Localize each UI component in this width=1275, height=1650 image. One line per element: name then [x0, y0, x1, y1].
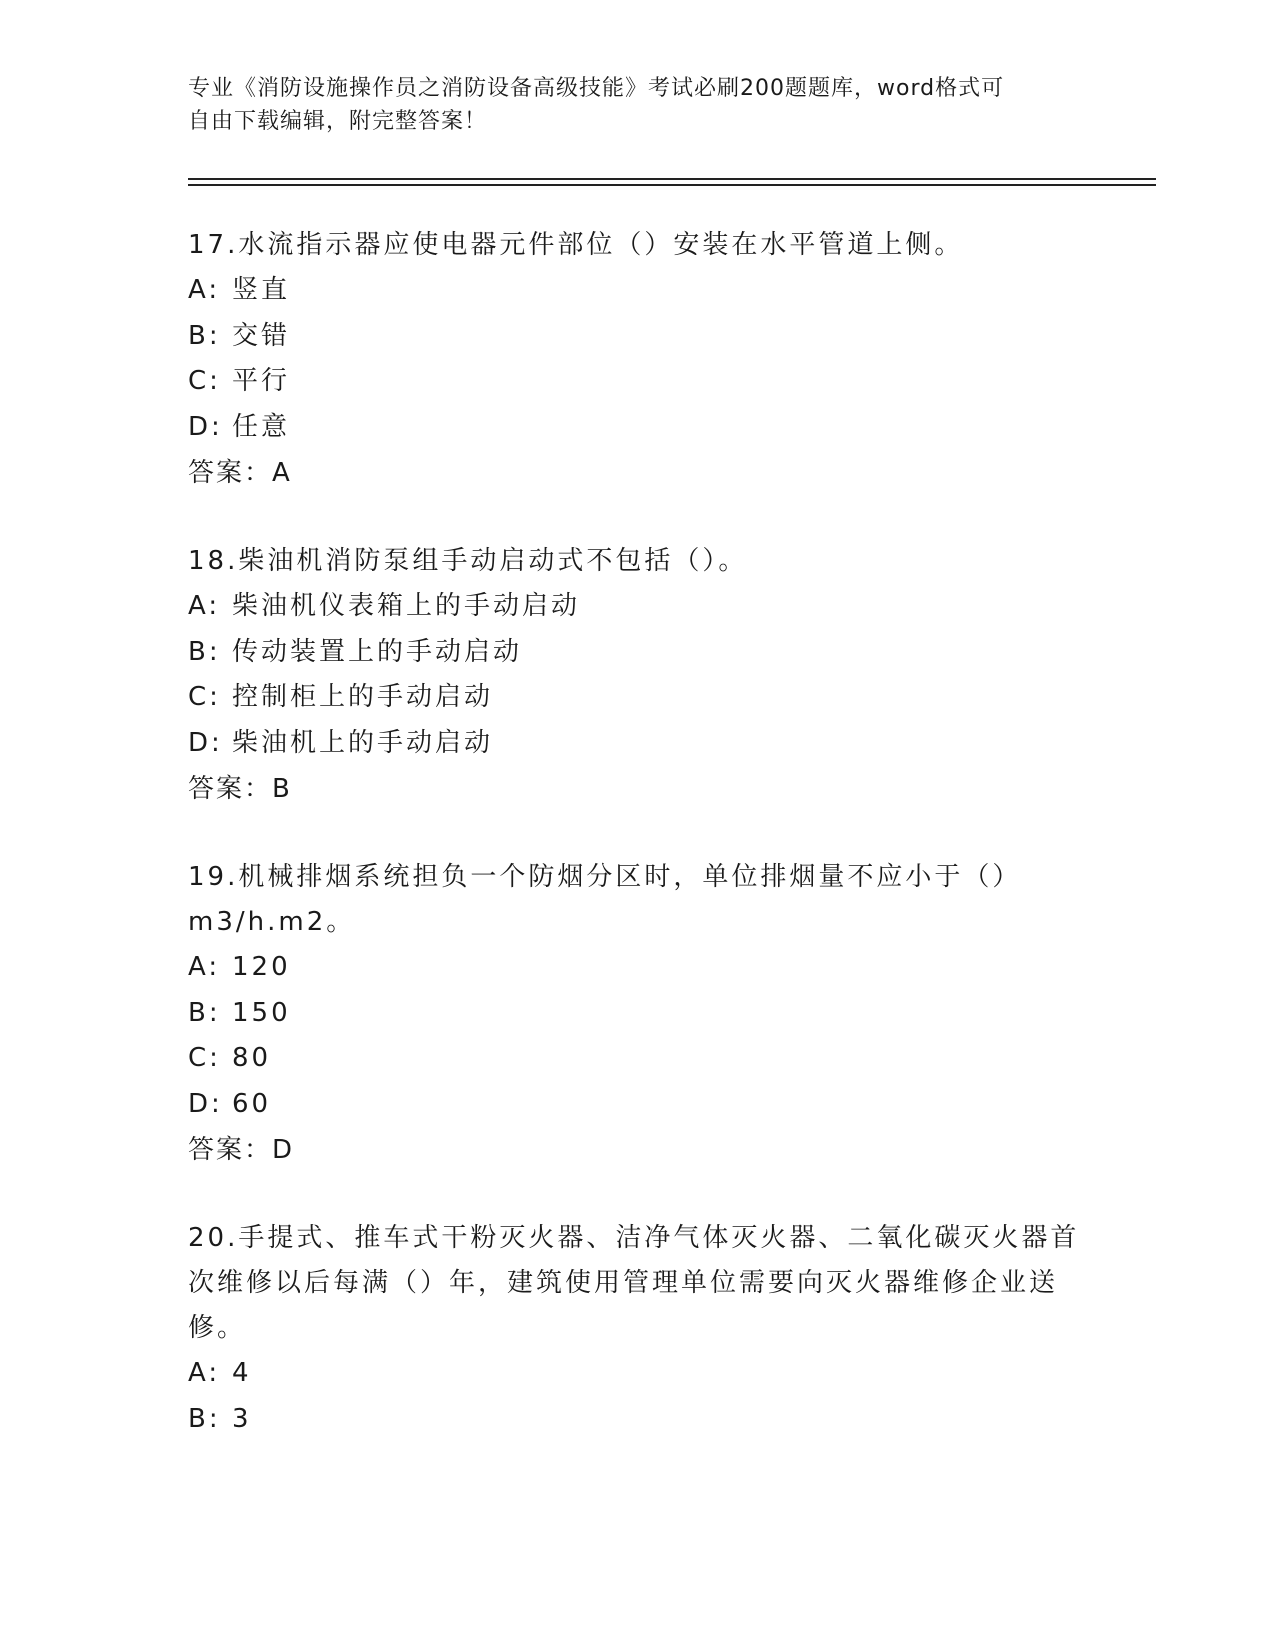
option-d: [188, 1082, 1088, 1128]
option-b: [188, 630, 1088, 676]
option-b: [188, 314, 1088, 360]
option-label: B:: [188, 320, 221, 351]
option-text: 3: [232, 1403, 252, 1434]
option-label: A:: [188, 275, 221, 305]
option-text: 柴油机仪表箱上的手动启动: [232, 591, 581, 621]
option-b: [188, 991, 1088, 1037]
option-d: [188, 405, 1088, 451]
option-text: 交错: [232, 320, 291, 351]
question-20: [188, 1216, 1088, 1442]
option-a: [188, 584, 1088, 630]
option-text: 柴油机上的手动启动: [232, 727, 494, 758]
answer-line: 答案：A: [188, 458, 292, 488]
option-text: 60: [232, 1088, 272, 1119]
question-19: [188, 855, 1088, 1173]
question-text: 19.机械排烟系统担负一个防烟分区时，单位排烟量不应小于（）m3/h.m2。: [188, 862, 1022, 937]
option-text: 竖直: [232, 275, 291, 305]
question-text: 18.柴油机消防泵组手动启动式不包括（）。: [188, 546, 748, 576]
option-label: A:: [188, 952, 221, 982]
option-text: 80: [232, 1043, 272, 1073]
option-label: A:: [188, 591, 221, 621]
header-divider-bottom: [188, 184, 1156, 186]
question-list: [188, 223, 1088, 1485]
option-label: B:: [188, 636, 221, 667]
option-c: [188, 675, 1088, 721]
option-text: 120: [232, 952, 291, 982]
header-line-2: 自由下载编辑，附完整答案！: [188, 109, 488, 134]
option-text: 4: [232, 1358, 252, 1388]
option-c: [188, 1036, 1088, 1082]
option-text: 任意: [232, 411, 291, 442]
option-label: A:: [188, 1358, 221, 1388]
option-a: [188, 268, 1088, 314]
option-label: D:: [188, 727, 223, 758]
option-b: [188, 1397, 1088, 1443]
option-a: [188, 945, 1088, 991]
option-label: B:: [188, 1403, 221, 1434]
header-divider-top: [188, 178, 1156, 180]
question-text: 20.手提式、推车式干粉灭火器、洁净气体灭火器、二氧化碳灭火器首次维修以后每满（）年，建筑使用管理单位需要向灭火器维修企业送修。: [188, 1223, 1080, 1343]
option-label: C:: [188, 1043, 221, 1073]
header-line-1: 专业《消防设施操作员之消防设备高级技能》考试必刷200题题库，word格式可: [188, 76, 1005, 101]
option-text: 传动装置上的手动启动: [232, 636, 523, 667]
document-header: [188, 72, 1088, 138]
option-label: C:: [188, 682, 221, 712]
answer-line: 答案：D: [188, 1135, 295, 1165]
question-text: 17.水流指示器应使电器元件部位（）安装在水平管道上侧。: [188, 230, 964, 260]
option-label: D:: [188, 1088, 223, 1119]
option-label: D:: [188, 411, 223, 442]
question-17: [188, 223, 1088, 496]
option-d: [188, 721, 1088, 767]
option-label: C:: [188, 366, 221, 396]
option-text: 控制柜上的手动启动: [232, 682, 494, 712]
option-label: B:: [188, 997, 221, 1028]
answer-line: 答案：B: [188, 774, 292, 804]
option-text: 150: [232, 997, 291, 1028]
option-a: [188, 1351, 1088, 1397]
option-text: 平行: [232, 366, 291, 396]
option-c: [188, 359, 1088, 405]
question-18: [188, 539, 1088, 812]
